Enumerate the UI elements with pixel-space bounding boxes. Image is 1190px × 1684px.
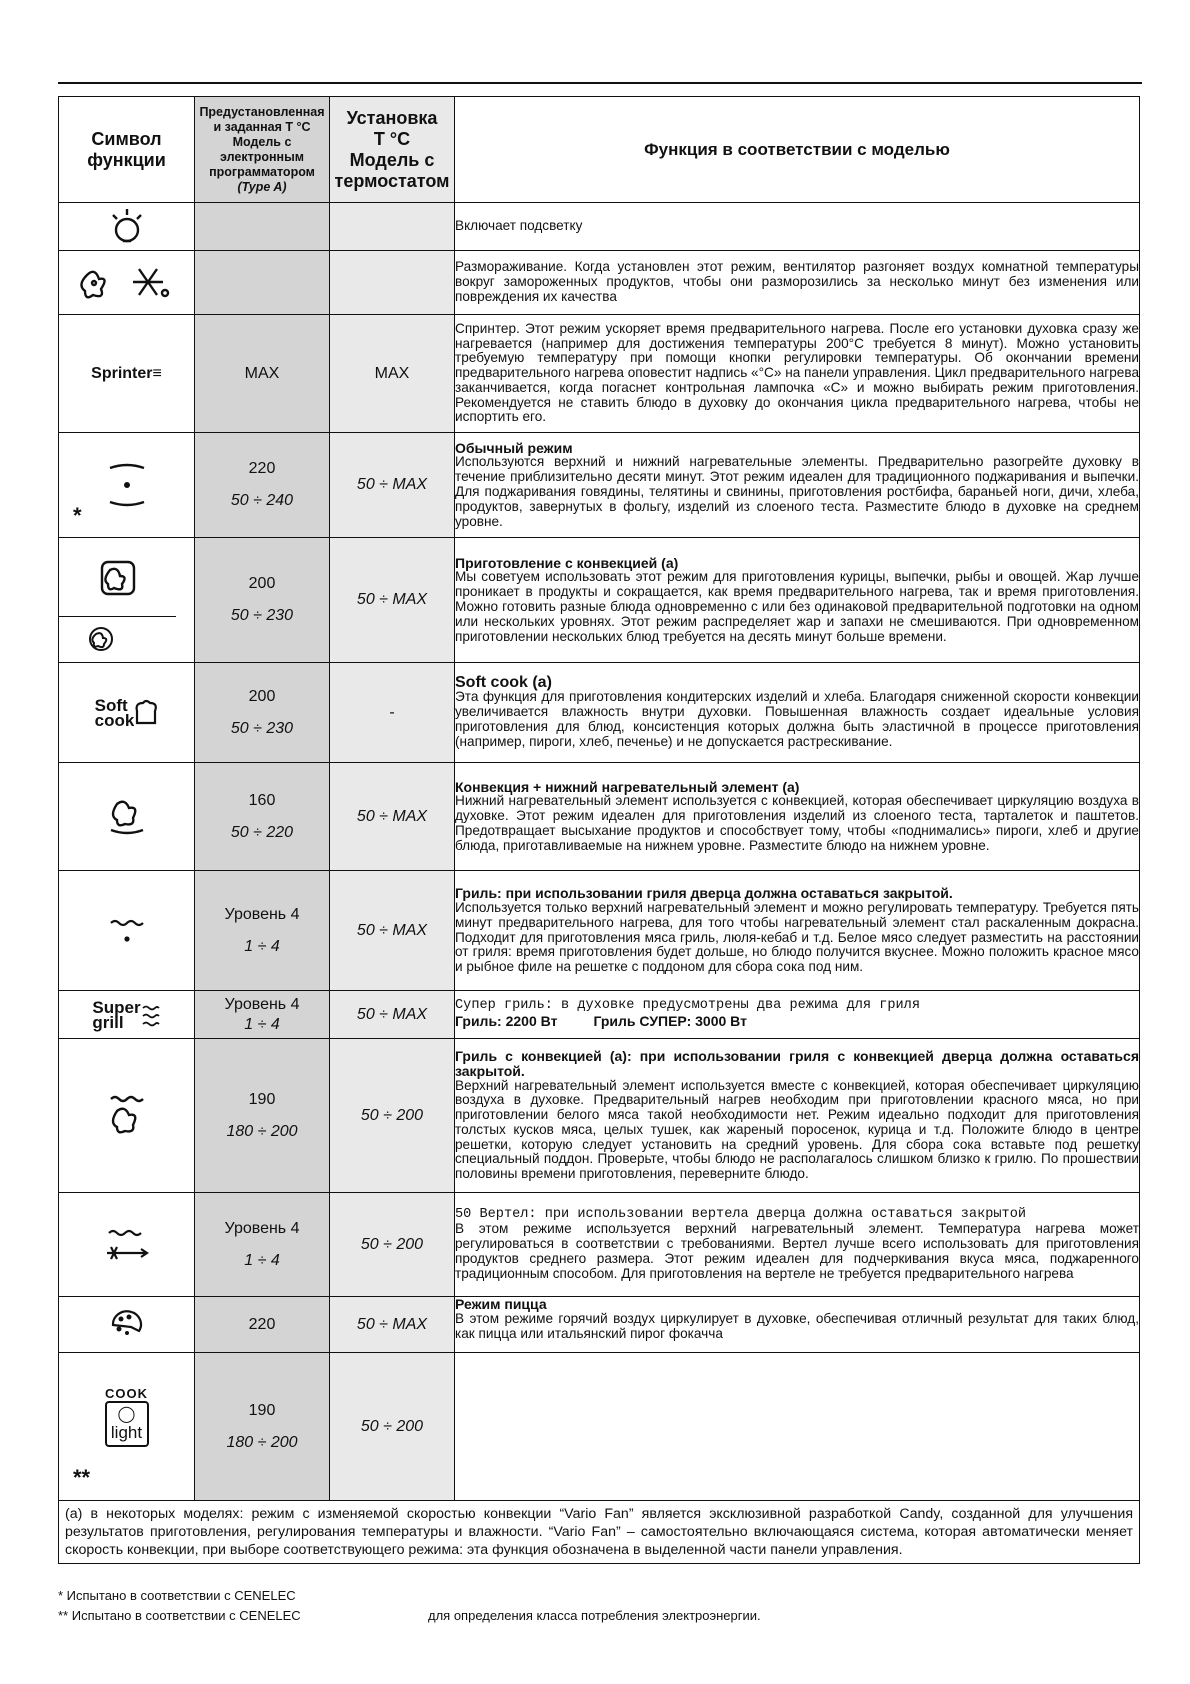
grill-desc: Гриль: при использовании гриля дверца должна оставаться закрытой. Используется только верхний нагревательный элемент и можно регулировать температуру. Требуется пять минут предварительного нагрева, для того чтобы нагревательный элемент стал раскаленным докрасна. Подходит для приготовления мяса гриль, люля-кебаб и т.д. Белое мясо следует разместить на расстоянии от гриля: время приготовления будет дольше, но блюдо получится вкуснее. Можно положить красное мясо и рыбное филе на решетке с поддоном для сбора сока под ним. bbox=[455, 871, 1140, 991]
grill-convection-thermo: 50 ÷ 200 bbox=[330, 1039, 455, 1193]
convection-preset: 200 50 ÷ 230 bbox=[195, 538, 330, 663]
table-row bbox=[59, 538, 1140, 663]
convection-icon bbox=[59, 538, 195, 663]
grill-icon bbox=[59, 871, 195, 991]
vario-fan-footnote: (a) в некоторых моделях: режим с изменяемой скоростью конвекции “Vario Fan” является эксклюзивной разработкой Candy, созданной для улучшения результатов приготовления, регулирования температуры и влажности. “Vario Fan” – самостоятельно включающаяся система, которая автоматически меняет скорость конвекции, при выборе соответствующего режима: эта функция обозначена в выделенной части панели управления. bbox=[59, 1501, 1140, 1564]
sprinter-preset: MAX bbox=[195, 315, 330, 433]
table-row bbox=[59, 1297, 1140, 1353]
grill-preset: Уровень 4 1 ÷ 4 bbox=[195, 871, 330, 991]
sprinter-icon: Sprinter ≡ bbox=[59, 315, 195, 433]
rotisserie-thermo: 50 ÷ 200 bbox=[330, 1193, 455, 1297]
note-3: для определения класса потребления электроэнергии. bbox=[428, 1608, 761, 1623]
grill-thermo: 50 ÷ MAX bbox=[330, 871, 455, 991]
sprinter-thermo: MAX bbox=[330, 315, 455, 433]
cooklight-preset: 190 180 ÷ 200 bbox=[195, 1353, 330, 1501]
grill-convection-preset: 190 180 ÷ 200 bbox=[195, 1039, 330, 1193]
header-symbol: Символ функции bbox=[59, 97, 195, 203]
table-row bbox=[59, 203, 1140, 251]
conventional-icon bbox=[59, 433, 195, 538]
cenelec-double-star: ** bbox=[73, 1465, 91, 1490]
convection-bottom-thermo: 50 ÷ MAX bbox=[330, 763, 455, 871]
conventional-desc: Обычный режим Используются верхний и нижний нагревательные элементы. Предварительно разогрейте духовку в течение приблизительно десяти минут. Этот режим идеален для традиционного поджаривания и выпечки. Для поджаривания говядины, телятины и свинины, приготовления ростбифа, бараньей ноги, дичи, хлеба, продуктов, завернутых в фольгу, изделий из слоеного теста. Разместите блюдо в духовке на среднем уровне. bbox=[455, 433, 1140, 538]
cooklight-thermo: 50 ÷ 200 bbox=[330, 1353, 455, 1501]
softcook-icon: Soft cook bbox=[59, 663, 195, 763]
supergrill-icon: Super grill bbox=[59, 991, 195, 1039]
header-thermostat: Установка Т °С Модель с термостатом bbox=[330, 97, 455, 203]
table-row bbox=[59, 315, 1140, 433]
table-row bbox=[59, 433, 1140, 538]
pizza-desc: Режим пицца В этом режиме горячий воздух циркулирует в духовке, обеспечивая отличный результат для таких блюд, как пицца или итальянский пирог фокачча bbox=[455, 1297, 1140, 1353]
convection-bottom-icon bbox=[59, 763, 195, 871]
footnote-row bbox=[59, 1501, 1140, 1564]
softcook-preset: 200 50 ÷ 230 bbox=[195, 663, 330, 763]
table-row bbox=[59, 991, 1140, 1039]
note-2: ** Испытано в соответствии с CENELEC bbox=[58, 1608, 301, 1623]
table-row bbox=[59, 251, 1140, 315]
header-row bbox=[59, 97, 1140, 203]
rotisserie-desc: 50 Вертел: при использовании вертела дверца должна оставаться закрытой В этом режиме используется верхний нагревательный элемент. Температура нагрева может регулироваться в соответствии с требованиями. Вертел лучше всего использовать для приготовления продуктов среднего размера. Этот режим идеален для подчеркивания вкуса мяса, поджаренного традиционным способом. Для приготовления на вертеле не требуется предварительного нагрева bbox=[455, 1193, 1140, 1297]
pizza-icon bbox=[59, 1297, 195, 1353]
rotisserie-icon bbox=[59, 1193, 195, 1297]
conventional-preset: 220 50 ÷ 240 bbox=[195, 433, 330, 538]
table-row bbox=[59, 1039, 1140, 1193]
note-1: * Испытано в соответствии с CENELEC bbox=[58, 1588, 296, 1603]
convection-bottom-desc: Конвекция + нижний нагревательный элемент (a) Нижний нагревательный элемент используется с конвекцией, которая обеспечивает циркуляцию воздуха в духовке. Этот режим идеален для приготовления изделий из слоеного теста, тарталеток и паштетов. Предотвращает высыхание продуктов и способствует тому, чтобы «поднимались» пироги, хлеб и другие блюда, приготавливаемые на нижнем уровне. Разместите блюдо на нижнем уровне. bbox=[455, 763, 1140, 871]
table-row bbox=[59, 763, 1140, 871]
light-desc: Включает подсветку bbox=[455, 203, 1140, 251]
convection-thermo: 50 ÷ MAX bbox=[330, 538, 455, 663]
header-preset: Предустановленная и заданная Т °С Модель с электронным программатором (Type A) bbox=[195, 97, 330, 203]
header-function: Функция в соответствии с моделью bbox=[455, 97, 1140, 203]
cenelec-star: * bbox=[73, 503, 82, 528]
softcook-desc: Soft cook (a) Эта функция для приготовления кондитерских изделий и хлеба. Благодаря сниженной скорости конвекции увеличивается влажность внутри духовки. Повышенная влажность создает идеальные условия приготовления для блюд, консистенция которых должна быть эластичной в процессе приготовления (например, пироги, хлеб, печенье) и не допускается растрескивание. bbox=[455, 663, 1140, 763]
cooklight-icon: COOK ◯ light ** bbox=[59, 1353, 195, 1501]
convection-desc: Приготовление с конвекцией (a) Мы советуем использовать этот режим для приготовления курицы, выпечки, рыбы и овощей. Жар лучше проникает в продукты и сокращается, как время предварительного нагрева, так и время приготовления. Можно готовить разные блюда одновременно с или без одинаковой предварительной подготовки на одном или нескольких уровнях. Этот режим распределяет жар и запахи не смешиваются. При одновременном приготовлении нескольких блюд требуется на десять минут больше времени. bbox=[455, 538, 1140, 663]
supergrill-desc: Супер гриль: в духовке предусмотрены два режима для гриля Гриль: 2200 Вт Гриль СУПЕР: 3000 Вт bbox=[455, 991, 1140, 1039]
defrost-desc: Размораживание. Когда установлен этот режим, вентилятор разгоняет воздух комнатной температуры вокруг замороженных продуктов, чтобы они разморозились за несколько минут без изменения или повреждения их качества bbox=[455, 251, 1140, 315]
supergrill-thermo: 50 ÷ MAX bbox=[330, 991, 455, 1039]
pizza-thermo: 50 ÷ MAX bbox=[330, 1297, 455, 1353]
supergrill-preset: Уровень 4 1 ÷ 4 bbox=[195, 991, 330, 1039]
table-row bbox=[59, 1353, 1140, 1501]
table-row bbox=[59, 663, 1140, 763]
softcook-thermo: - bbox=[330, 663, 455, 763]
sprinter-desc: Спринтер. Этот режим ускоряет время предварительного нагрева. После его установки духовка сразу же нагревается (например для достижения температуры 200°С требуется 8 минут). Можно установить требуемую температуру при помощи кнопки регулировки температуры. Об окончании времени предварительного нагрева оповестит надпись «°С» на панели управления. Цикл предварительного нагрева заканчивается, когда погаснет контрольная лампочка «С» и можно выбирать режим приготовления. Рекомендуется не ставить блюдо в духовку до окончания цикла предварительного нагрева, чтобы не испортить его. bbox=[455, 315, 1140, 433]
table-row bbox=[59, 871, 1140, 991]
table-row bbox=[59, 1193, 1140, 1297]
pizza-preset: 220 bbox=[195, 1297, 330, 1353]
grill-convection-icon bbox=[59, 1039, 195, 1193]
rotisserie-preset: Уровень 4 1 ÷ 4 bbox=[195, 1193, 330, 1297]
grill-convection-desc: Гриль с конвекцией (a): при использовании гриля с конвекцией дверца должна оставаться закрытой. Верхний нагревательный элемент используется вместе с конвекцией, которая обеспечивает циркуляцию воздуха в духовке. Предварительный нагрев необходим при приготовлении красного мяса, но при приготовлении белого мяса такой необходимости нет. Режим идеально подходит для приготовления толстых кусков мяса, целых тушек, как жареный поросенок, курица и т.д. Положите блюдо в центре решетки, которую следует установить на средний уровень. Для сбора сока вставьте под решетку специальный поддон. Проверьте, чтобы блюдо не располагалось слишком близко к грилю. По прошествии половины времени приготовления, переверните блюдо. bbox=[455, 1039, 1140, 1193]
convection-bottom-preset: 160 50 ÷ 220 bbox=[195, 763, 330, 871]
top-rule bbox=[58, 82, 1142, 84]
light-bulb-icon bbox=[59, 203, 195, 251]
defrost-icon bbox=[59, 251, 195, 315]
functions-table bbox=[58, 96, 1140, 1564]
conventional-thermo: 50 ÷ MAX bbox=[330, 433, 455, 538]
